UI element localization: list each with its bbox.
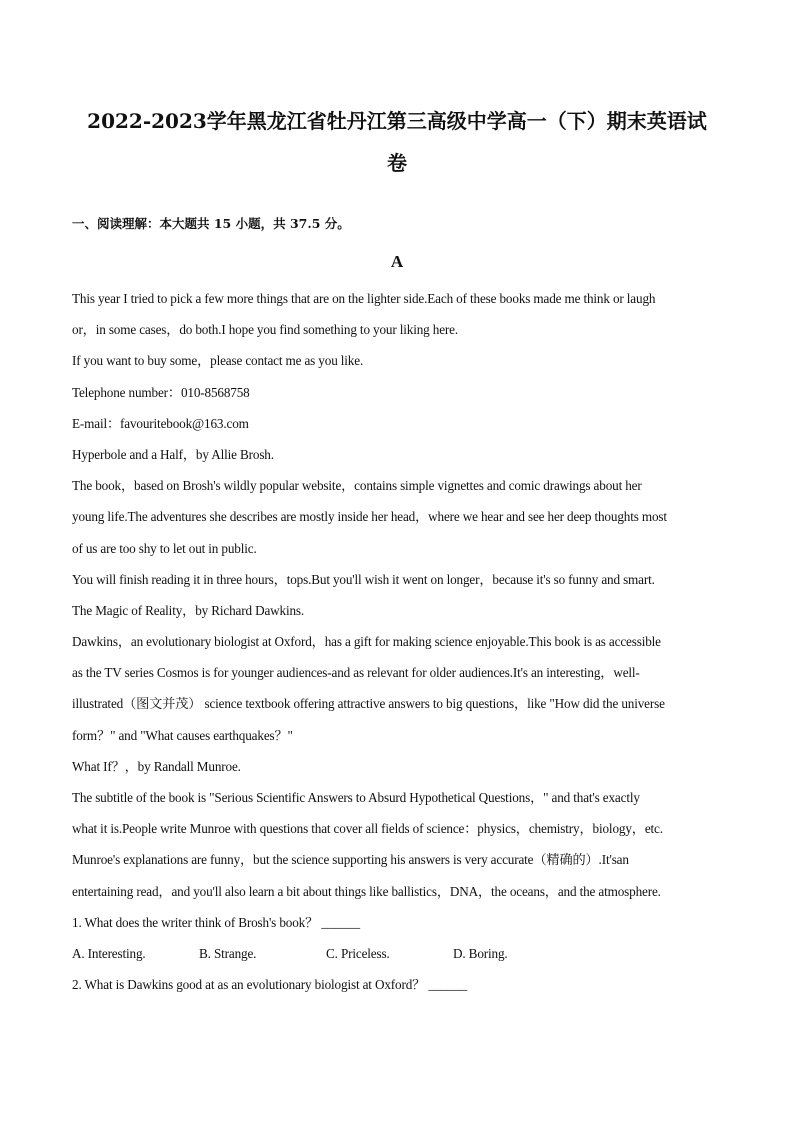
option-c: C. Priceless. [326,945,390,961]
passage-heading: A [390,252,404,271]
text-line: entertaining read，and you'll also learn a bit about things like ballistics，DNA，the oceans，and the atmosphere. [72,883,661,899]
text-line: If you want to buy some，please contact me as you like. [72,353,364,369]
question-2: 2. What is Dawkins good at as an evolutionary biologist at Oxford？ ______ [72,977,467,993]
title-line-1: 2022-2023学年黑龙江省牡丹江第三高级中学高一（下）期末英语试 [87,109,707,133]
text-line: what it is.People write Munroe with questions that cover all fields of science：physics，chemistry，biology，etc. [72,821,663,837]
title-line-2: 卷 [387,151,407,175]
text-line: E-mail：favouritebook@163.com [72,415,249,431]
text-line: Dawkins，an evolutionary biologist at Oxford，has a gift for making science enjoyable.This book is as accessible [72,634,661,650]
question-1: 1. What does the writer think of Brosh's book？ ______ [72,914,360,930]
text-line: You will finish reading it in three hours，tops.But you'll wish it went on longer，because it's so funny and smart. [72,571,655,587]
text-line: Munroe's explanations are funny，but the science supporting his answers is very accurate（精确的）.It'san [72,852,629,868]
text-line: form？" and "What causes earthquakes？" [72,727,293,743]
section-heading: 一、阅读理解：本大题共 15 小题，共 37.5 分。 [72,216,350,231]
question-1-options [72,938,732,969]
option-b: B. Strange. [199,945,257,961]
text-line: The subtitle of the book is "Serious Scientific Answers to Absurd Hypothetical Questions，" and that's exactly [72,790,640,805]
text-line: young life.The adventures she describes are mostly inside her head，where we hear and see her deep thoughts most [72,509,667,525]
text-line: Hyperbole and a Half，by Allie Brosh. [72,446,274,462]
text-line: illustrated（图文并茂） science textbook offering attractive answers to big questions，like "How did the universe [72,696,665,712]
text-line: What If？，by Randall Munroe. [72,758,241,774]
text-line: or，in some cases，do both.I hope you find something to your liking here. [72,322,459,338]
text-line: Telephone number：010-8568758 [72,384,250,400]
text-line: The Magic of Reality，by Richard Dawkins. [72,602,305,618]
text-line: This year I tried to pick a few more things that are on the lighter side.Each of these books made me think or laugh [72,291,656,306]
passage-body [72,283,732,1000]
option-a: A. Interesting. [72,945,146,961]
option-d: D. Boring. [453,945,508,961]
text-line: The book，based on Brosh's wildly popular website，contains simple vignettes and comic drawings about her [72,478,642,494]
text-line: as the TV series Cosmos is for younger audiences-and as relevant for older audiences.It's an interesting，well- [72,665,640,681]
text-line: of us are too shy to let out in public. [72,540,257,556]
document-title [60,100,734,184]
